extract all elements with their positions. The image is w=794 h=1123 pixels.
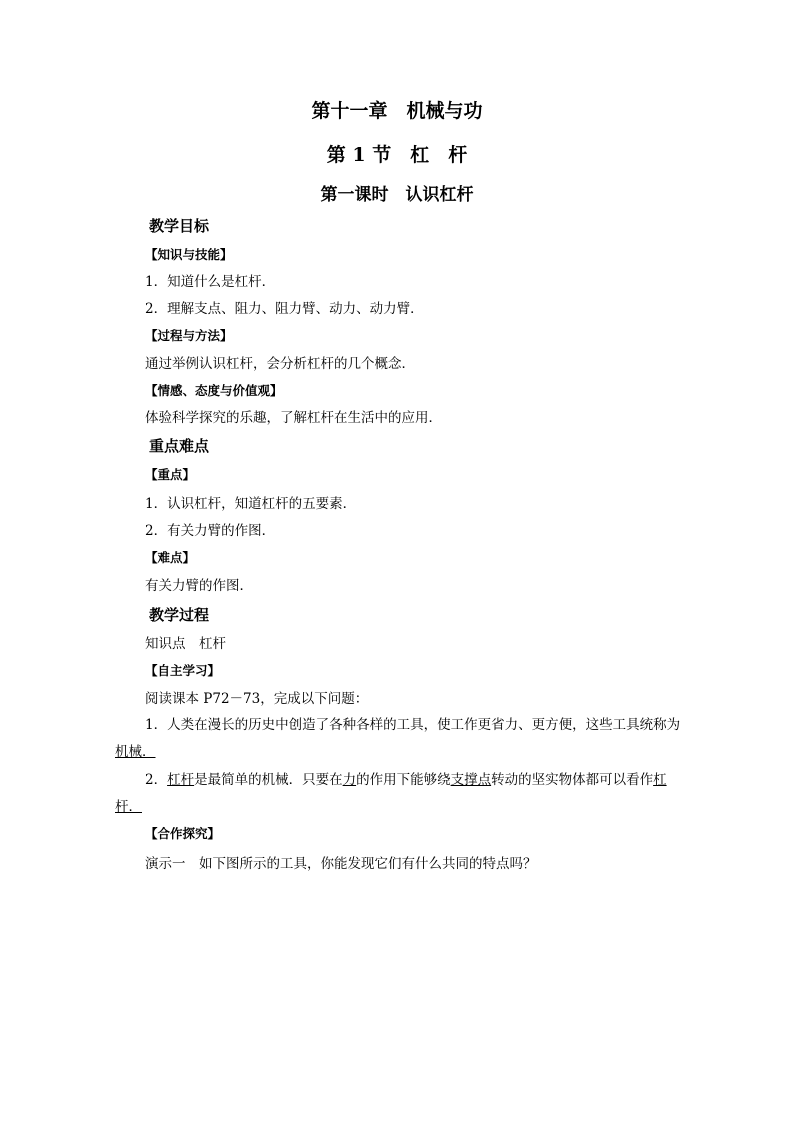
self-study-label: 【自主学习】 bbox=[145, 663, 221, 678]
key-item-2: 2．有关力臂的作图． bbox=[145, 523, 276, 539]
goals-heading: 教学目标 bbox=[149, 217, 210, 235]
question-2-number: 2． bbox=[145, 772, 168, 788]
knowledge-point: 知识点 杠杆 bbox=[145, 636, 226, 652]
question-2-answer-4: 杠杆． bbox=[115, 772, 667, 815]
process-heading: 教学过程 bbox=[149, 606, 210, 624]
key-label: 【重点】 bbox=[145, 467, 196, 482]
question-1-answer: 机械． bbox=[115, 744, 156, 760]
knowledge-item-1: 1．知道什么是杠杆． bbox=[145, 274, 276, 290]
cooperation-label: 【合作探究】 bbox=[145, 826, 221, 841]
emotion-values-label: 【情感、态度与价值观】 bbox=[145, 383, 283, 398]
question-2 bbox=[115, 767, 685, 821]
question-2-answer-3: 支撑点 bbox=[450, 772, 492, 788]
question-2-text-2: 的作用下能够绕 bbox=[356, 772, 451, 788]
lesson-title: 第一课时 认识杠杆 bbox=[320, 185, 474, 205]
question-2-text-3: 转动的坚实物体都可以看作 bbox=[491, 772, 654, 788]
knowledge-item-2: 2．理解支点、阻力、阻力臂、动力、动力臂． bbox=[145, 301, 424, 317]
question-2-text-1: 是最简单的机械．只要在 bbox=[194, 772, 343, 788]
chapter-title: 第十一章 机械与功 bbox=[311, 100, 483, 122]
difficulty-label: 【难点】 bbox=[145, 550, 196, 565]
reading-instruction: 阅读课本 P72－73，完成以下问题： bbox=[145, 691, 369, 707]
section-title: 第 1 节 杠 杆 bbox=[326, 144, 468, 166]
question-1-text: 1．人类在漫长的历史中创造了各种各样的工具，使工作更省力、更方便，这些工具统称为 bbox=[145, 717, 681, 733]
knowledge-skills-label: 【知识与技能】 bbox=[145, 247, 233, 262]
question-2-answer-1: 杠杆 bbox=[167, 772, 195, 788]
process-method-label: 【过程与方法】 bbox=[145, 328, 233, 343]
difficulty-text: 有关力臂的作图． bbox=[145, 578, 253, 594]
key-points-heading: 重点难点 bbox=[149, 437, 210, 455]
question-1 bbox=[115, 712, 685, 766]
emotion-values-text: 体验科学探究的乐趣，了解杠杆在生活中的应用． bbox=[145, 410, 442, 426]
process-method-text: 通过举例认识杠杆，会分析杠杆的几个概念． bbox=[145, 356, 415, 372]
demo-one: 演示一 如下图所示的工具，你能发现它们有什么共同的特点吗？ bbox=[145, 856, 537, 872]
key-item-1: 1．认识杠杆，知道杠杆的五要素． bbox=[145, 496, 357, 512]
question-2-answer-2: 力 bbox=[342, 772, 357, 788]
